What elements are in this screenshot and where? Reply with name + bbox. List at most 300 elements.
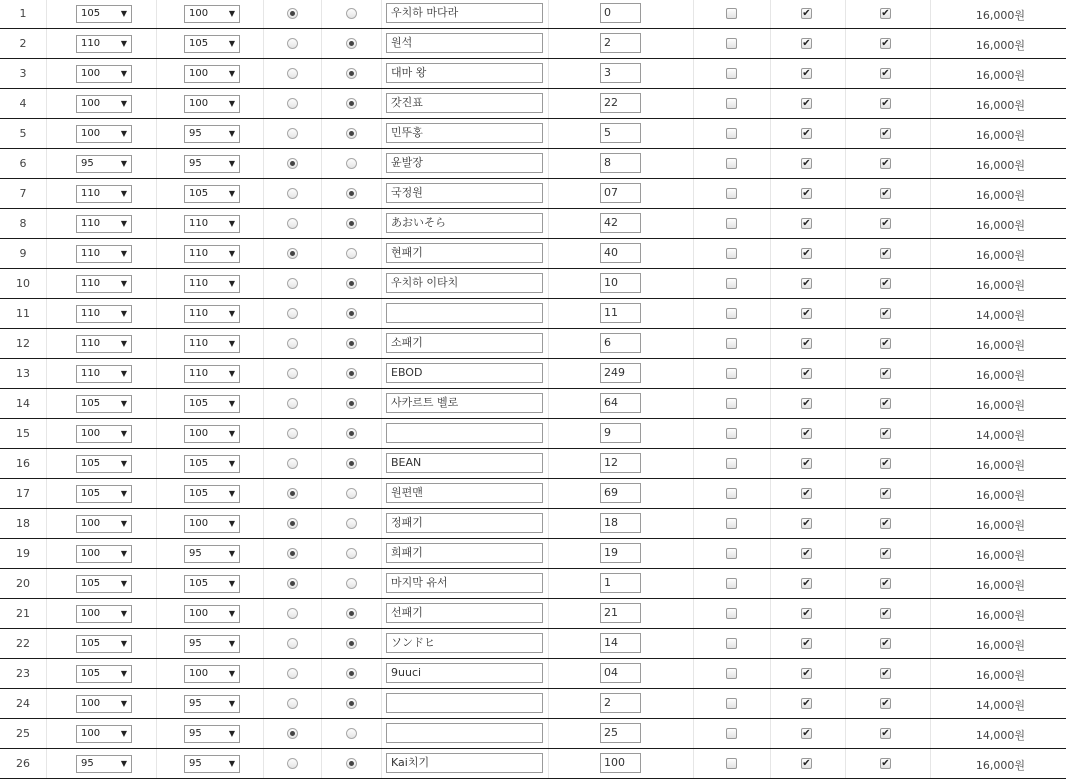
option-checkbox-1[interactable] bbox=[726, 218, 737, 229]
row-price: 16,000원 bbox=[975, 219, 1025, 232]
name-input[interactable]: 9uuci bbox=[386, 663, 543, 683]
option-radio-2[interactable] bbox=[346, 188, 357, 199]
option-checkbox-1[interactable] bbox=[726, 248, 737, 259]
size-select-2-value: 95 bbox=[189, 158, 202, 169]
number-input[interactable]: 18 bbox=[600, 513, 641, 533]
option-checkbox-1[interactable] bbox=[726, 368, 737, 379]
chevron-down-icon: ▼ bbox=[120, 519, 127, 528]
number-input[interactable]: 21 bbox=[600, 603, 641, 623]
option-checkbox-2[interactable]: ✔ bbox=[802, 458, 811, 469]
option-checkbox-2[interactable]: ✔ bbox=[802, 188, 811, 199]
number-input[interactable]: 2 bbox=[600, 693, 641, 713]
option-checkbox-3[interactable]: ✔ bbox=[881, 698, 890, 709]
option-checkbox-2[interactable]: ✔ bbox=[802, 698, 811, 709]
option-checkbox-2[interactable]: ✔ bbox=[802, 338, 811, 349]
chevron-down-icon: ▼ bbox=[120, 729, 127, 738]
chevron-down-icon: ▼ bbox=[228, 609, 235, 618]
option-checkbox-3[interactable]: ✔ bbox=[881, 728, 890, 739]
option-checkbox-1[interactable] bbox=[726, 398, 737, 409]
number-input[interactable]: 04 bbox=[600, 663, 641, 683]
name-input[interactable]: BEAN bbox=[386, 453, 543, 473]
chevron-down-icon: ▼ bbox=[120, 609, 127, 618]
option-radio-2[interactable] bbox=[346, 248, 357, 259]
option-checkbox-3[interactable]: ✔ bbox=[881, 668, 890, 679]
option-radio-1[interactable] bbox=[287, 458, 298, 469]
row-number: 17 bbox=[16, 487, 30, 500]
size-select-1[interactable] bbox=[76, 635, 132, 653]
name-input[interactable]: 갓진표 bbox=[386, 93, 543, 113]
name-input[interactable]: ソンドヒ bbox=[386, 633, 543, 653]
option-checkbox-2[interactable]: ✔ bbox=[802, 728, 811, 739]
size-select-2-value: 110 bbox=[189, 368, 209, 379]
size-select-2[interactable] bbox=[184, 485, 240, 503]
option-radio-1[interactable] bbox=[287, 248, 298, 259]
option-radio-1[interactable] bbox=[287, 8, 298, 19]
option-radio-2[interactable] bbox=[346, 278, 357, 289]
option-checkbox-3[interactable]: ✔ bbox=[881, 248, 890, 259]
option-radio-2[interactable] bbox=[346, 758, 357, 769]
option-checkbox-1[interactable] bbox=[726, 548, 737, 559]
option-radio-2[interactable] bbox=[346, 128, 357, 139]
number-input[interactable]: 11 bbox=[600, 303, 641, 323]
name-input[interactable] bbox=[386, 303, 543, 323]
option-checkbox-1[interactable] bbox=[726, 98, 737, 109]
option-radio-1[interactable] bbox=[287, 608, 298, 619]
number-input[interactable]: 6 bbox=[600, 333, 641, 353]
option-checkbox-3[interactable]: ✔ bbox=[881, 38, 890, 49]
option-checkbox-1[interactable] bbox=[726, 8, 737, 19]
option-checkbox-1[interactable] bbox=[726, 128, 737, 139]
name-input[interactable]: 사카르트 벨로 bbox=[386, 393, 543, 413]
option-checkbox-1[interactable] bbox=[726, 578, 737, 589]
option-checkbox-1[interactable] bbox=[726, 638, 737, 649]
name-input[interactable]: 소패기 bbox=[386, 333, 543, 353]
table-row bbox=[0, 179, 1066, 209]
size-select-2-value: 105 bbox=[189, 38, 209, 49]
option-checkbox-3[interactable]: ✔ bbox=[881, 638, 890, 649]
option-checkbox-1[interactable] bbox=[726, 338, 737, 349]
option-checkbox-1[interactable] bbox=[726, 488, 737, 499]
size-select-1[interactable] bbox=[76, 755, 132, 773]
size-select-2[interactable] bbox=[184, 395, 240, 413]
option-checkbox-1[interactable] bbox=[726, 38, 737, 49]
table-row bbox=[0, 29, 1066, 59]
option-checkbox-1[interactable] bbox=[726, 188, 737, 199]
size-select-2-value: 100 bbox=[189, 518, 209, 529]
size-select-1[interactable] bbox=[76, 575, 132, 593]
option-radio-2[interactable] bbox=[346, 98, 357, 109]
name-input[interactable]: 우치하 이타치 bbox=[386, 273, 543, 293]
option-radio-1[interactable] bbox=[287, 218, 298, 229]
option-radio-2[interactable] bbox=[346, 338, 357, 349]
name-input[interactable]: 윤발장 bbox=[386, 153, 543, 173]
row-price: 16,000원 bbox=[975, 759, 1025, 772]
chevron-down-icon: ▼ bbox=[228, 549, 235, 558]
size-select-1[interactable] bbox=[76, 665, 132, 683]
name-input[interactable] bbox=[386, 423, 543, 443]
chevron-down-icon: ▼ bbox=[228, 39, 235, 48]
name-input[interactable]: 정패기 bbox=[386, 513, 543, 533]
chevron-down-icon: ▼ bbox=[120, 9, 127, 18]
option-checkbox-3[interactable]: ✔ bbox=[881, 488, 890, 499]
table-row bbox=[0, 659, 1066, 689]
name-input[interactable]: 마지막 유서 bbox=[386, 573, 543, 593]
chevron-down-icon: ▼ bbox=[120, 159, 127, 168]
option-checkbox-3[interactable]: ✔ bbox=[881, 428, 890, 439]
option-radio-1[interactable] bbox=[287, 548, 298, 559]
option-radio-2[interactable] bbox=[346, 458, 357, 469]
option-checkbox-1[interactable] bbox=[726, 668, 737, 679]
option-checkbox-1[interactable] bbox=[726, 698, 737, 709]
row-number: 4 bbox=[19, 97, 27, 110]
chevron-down-icon: ▼ bbox=[120, 669, 127, 678]
name-input[interactable]: 현패기 bbox=[386, 243, 543, 263]
option-checkbox-2[interactable]: ✔ bbox=[802, 638, 811, 649]
row-number: 18 bbox=[16, 517, 30, 530]
option-checkbox-3[interactable]: ✔ bbox=[881, 128, 890, 139]
row-price: 16,000원 bbox=[975, 459, 1025, 472]
size-select-1[interactable] bbox=[76, 515, 132, 533]
size-select-2[interactable] bbox=[184, 455, 240, 473]
chevron-down-icon: ▼ bbox=[120, 99, 127, 108]
option-radio-1[interactable] bbox=[287, 638, 298, 649]
chevron-down-icon: ▼ bbox=[120, 429, 127, 438]
table-row bbox=[0, 539, 1066, 569]
option-checkbox-2[interactable]: ✔ bbox=[802, 668, 811, 679]
option-radio-1[interactable] bbox=[287, 488, 298, 499]
size-select-2[interactable] bbox=[184, 95, 240, 113]
option-checkbox-1[interactable] bbox=[726, 308, 737, 319]
option-checkbox-1[interactable] bbox=[726, 458, 737, 469]
size-select-1-value: 110 bbox=[81, 278, 101, 289]
table-row bbox=[0, 59, 1066, 89]
option-checkbox-3[interactable]: ✔ bbox=[881, 68, 890, 79]
number-input[interactable]: 9 bbox=[600, 423, 641, 443]
option-checkbox-2[interactable]: ✔ bbox=[802, 38, 811, 49]
option-radio-2[interactable] bbox=[346, 308, 357, 319]
option-checkbox-3[interactable]: ✔ bbox=[881, 278, 890, 289]
option-checkbox-2[interactable]: ✔ bbox=[802, 758, 811, 769]
option-checkbox-2[interactable]: ✔ bbox=[802, 68, 811, 79]
option-checkbox-2[interactable]: ✔ bbox=[802, 398, 811, 409]
size-select-1[interactable] bbox=[76, 35, 132, 53]
number-input[interactable]: 42 bbox=[600, 213, 641, 233]
row-price: 16,000원 bbox=[975, 549, 1025, 562]
option-checkbox-2[interactable]: ✔ bbox=[802, 368, 811, 379]
option-radio-2[interactable] bbox=[346, 368, 357, 379]
size-select-2-value: 110 bbox=[189, 248, 209, 259]
size-select-2[interactable] bbox=[184, 5, 240, 23]
size-select-1[interactable] bbox=[76, 485, 132, 503]
option-checkbox-2[interactable]: ✔ bbox=[802, 218, 811, 229]
chevron-down-icon: ▼ bbox=[120, 279, 127, 288]
option-checkbox-2[interactable]: ✔ bbox=[802, 278, 811, 289]
name-input[interactable]: 우치하 마다라 bbox=[386, 3, 543, 23]
table-row bbox=[0, 149, 1066, 179]
name-input[interactable]: 국정원 bbox=[386, 183, 543, 203]
number-input[interactable]: 1 bbox=[600, 573, 641, 593]
option-checkbox-1[interactable] bbox=[726, 728, 737, 739]
number-input[interactable]: 10 bbox=[600, 273, 641, 293]
size-select-2[interactable] bbox=[184, 605, 240, 623]
size-select-1[interactable] bbox=[76, 425, 132, 443]
chevron-down-icon: ▼ bbox=[228, 189, 235, 198]
size-select-1[interactable] bbox=[76, 275, 132, 293]
option-radio-1[interactable] bbox=[287, 368, 298, 379]
number-input[interactable]: 40 bbox=[600, 243, 641, 263]
chevron-down-icon: ▼ bbox=[228, 99, 235, 108]
option-checkbox-1[interactable] bbox=[726, 758, 737, 769]
option-radio-2[interactable] bbox=[346, 38, 357, 49]
option-radio-1[interactable] bbox=[287, 98, 298, 109]
size-select-1[interactable] bbox=[76, 605, 132, 623]
chevron-down-icon: ▼ bbox=[228, 9, 235, 18]
option-checkbox-3[interactable]: ✔ bbox=[881, 338, 890, 349]
number-input[interactable]: 64 bbox=[600, 393, 641, 413]
option-checkbox-3[interactable]: ✔ bbox=[881, 758, 890, 769]
option-checkbox-3[interactable]: ✔ bbox=[881, 368, 890, 379]
option-radio-1[interactable] bbox=[287, 518, 298, 529]
chevron-down-icon: ▼ bbox=[120, 759, 127, 768]
size-select-1-value: 105 bbox=[81, 668, 101, 679]
size-select-1[interactable] bbox=[76, 5, 132, 23]
chevron-down-icon: ▼ bbox=[120, 249, 127, 258]
row-number: 1 bbox=[19, 7, 27, 20]
size-select-1[interactable] bbox=[76, 245, 132, 263]
size-select-2-value: 100 bbox=[189, 8, 209, 19]
option-checkbox-2[interactable]: ✔ bbox=[802, 578, 811, 589]
size-select-2[interactable] bbox=[184, 545, 240, 563]
size-select-2[interactable] bbox=[184, 425, 240, 443]
number-input[interactable]: 3 bbox=[600, 63, 641, 83]
row-price: 14,000원 bbox=[975, 729, 1025, 742]
option-checkbox-2[interactable]: ✔ bbox=[802, 518, 811, 529]
option-radio-1[interactable] bbox=[287, 158, 298, 169]
size-select-2[interactable] bbox=[184, 335, 240, 353]
option-radio-1[interactable] bbox=[287, 38, 298, 49]
option-radio-1[interactable] bbox=[287, 68, 298, 79]
row-price: 16,000원 bbox=[975, 369, 1025, 382]
name-input[interactable]: EBOD bbox=[386, 363, 543, 383]
option-checkbox-2[interactable]: ✔ bbox=[802, 128, 811, 139]
name-input[interactable]: 원석 bbox=[386, 33, 543, 53]
chevron-down-icon: ▼ bbox=[228, 669, 235, 678]
option-radio-1[interactable] bbox=[287, 428, 298, 439]
size-select-2[interactable] bbox=[184, 155, 240, 173]
size-select-2[interactable] bbox=[184, 65, 240, 83]
size-select-1-value: 100 bbox=[81, 698, 101, 709]
size-select-2[interactable] bbox=[184, 365, 240, 383]
row-number: 24 bbox=[16, 697, 30, 710]
option-radio-2[interactable] bbox=[346, 608, 357, 619]
number-input[interactable]: 19 bbox=[600, 543, 641, 563]
chevron-down-icon: ▼ bbox=[120, 219, 127, 228]
option-radio-2[interactable] bbox=[346, 428, 357, 439]
size-select-1[interactable] bbox=[76, 95, 132, 113]
number-input[interactable]: 69 bbox=[600, 483, 641, 503]
option-radio-1[interactable] bbox=[287, 308, 298, 319]
number-input[interactable]: 2 bbox=[600, 33, 641, 53]
option-radio-2[interactable] bbox=[346, 548, 357, 559]
number-input[interactable]: 8 bbox=[600, 153, 641, 173]
option-checkbox-2[interactable]: ✔ bbox=[802, 488, 811, 499]
size-select-1[interactable] bbox=[76, 125, 132, 143]
option-checkbox-3[interactable]: ✔ bbox=[881, 398, 890, 409]
size-select-1[interactable] bbox=[76, 65, 132, 83]
size-select-2[interactable] bbox=[184, 245, 240, 263]
size-select-2[interactable] bbox=[184, 695, 240, 713]
option-checkbox-2[interactable]: ✔ bbox=[802, 548, 811, 559]
option-radio-1[interactable] bbox=[287, 278, 298, 289]
size-select-2[interactable] bbox=[184, 515, 240, 533]
option-checkbox-1[interactable] bbox=[726, 158, 737, 169]
size-select-1[interactable] bbox=[76, 365, 132, 383]
option-checkbox-2[interactable]: ✔ bbox=[802, 308, 811, 319]
size-select-1-value: 105 bbox=[81, 458, 101, 469]
size-select-1[interactable] bbox=[76, 455, 132, 473]
option-checkbox-2[interactable]: ✔ bbox=[802, 8, 811, 19]
table-row bbox=[0, 509, 1066, 539]
name-input[interactable]: 희패기 bbox=[386, 543, 543, 563]
table-row bbox=[0, 629, 1066, 659]
option-checkbox-3[interactable]: ✔ bbox=[881, 578, 890, 589]
option-checkbox-1[interactable] bbox=[726, 278, 737, 289]
option-radio-2[interactable] bbox=[346, 218, 357, 229]
size-select-1[interactable] bbox=[76, 395, 132, 413]
row-number: 25 bbox=[16, 727, 30, 740]
number-input[interactable]: 5 bbox=[600, 123, 641, 143]
option-radio-1[interactable] bbox=[287, 668, 298, 679]
size-select-2[interactable] bbox=[184, 35, 240, 53]
name-input[interactable]: あおいそら bbox=[386, 213, 543, 233]
size-select-2[interactable] bbox=[184, 725, 240, 743]
chevron-down-icon: ▼ bbox=[228, 159, 235, 168]
row-price: 16,000원 bbox=[975, 279, 1025, 292]
table-row bbox=[0, 449, 1066, 479]
size-select-1[interactable] bbox=[76, 545, 132, 563]
option-radio-2[interactable] bbox=[346, 398, 357, 409]
option-radio-2[interactable] bbox=[346, 488, 357, 499]
number-input[interactable]: 12 bbox=[600, 453, 641, 473]
option-checkbox-3[interactable]: ✔ bbox=[881, 308, 890, 319]
size-select-2[interactable] bbox=[184, 275, 240, 293]
option-checkbox-3[interactable]: ✔ bbox=[881, 518, 890, 529]
row-number: 7 bbox=[19, 187, 27, 200]
size-select-2[interactable] bbox=[184, 215, 240, 233]
number-input[interactable]: 25 bbox=[600, 723, 641, 743]
option-checkbox-3[interactable]: ✔ bbox=[881, 8, 890, 19]
row-price: 16,000원 bbox=[975, 489, 1025, 502]
option-checkbox-2[interactable]: ✔ bbox=[802, 98, 811, 109]
option-radio-1[interactable] bbox=[287, 698, 298, 709]
option-checkbox-3[interactable]: ✔ bbox=[881, 458, 890, 469]
size-select-2[interactable] bbox=[184, 635, 240, 653]
name-input[interactable]: Kai치기 bbox=[386, 753, 543, 773]
number-input[interactable]: 22 bbox=[600, 93, 641, 113]
row-price: 16,000원 bbox=[975, 579, 1025, 592]
row-price: 16,000원 bbox=[975, 39, 1025, 52]
chevron-down-icon: ▼ bbox=[120, 549, 127, 558]
size-select-1[interactable] bbox=[76, 215, 132, 233]
number-input[interactable]: 249 bbox=[600, 363, 641, 383]
option-radio-2[interactable] bbox=[346, 68, 357, 79]
name-input[interactable] bbox=[386, 723, 543, 743]
option-radio-2[interactable] bbox=[346, 8, 357, 19]
chevron-down-icon: ▼ bbox=[228, 399, 235, 408]
option-radio-1[interactable] bbox=[287, 398, 298, 409]
option-checkbox-1[interactable] bbox=[726, 68, 737, 79]
size-select-1[interactable] bbox=[76, 155, 132, 173]
option-radio-2[interactable] bbox=[346, 518, 357, 529]
size-select-1[interactable] bbox=[76, 185, 132, 203]
option-radio-2[interactable] bbox=[346, 158, 357, 169]
size-select-1-value: 100 bbox=[81, 548, 101, 559]
name-input[interactable]: 민뚜홍 bbox=[386, 123, 543, 143]
option-radio-1[interactable] bbox=[287, 578, 298, 589]
row-price: 16,000원 bbox=[975, 639, 1025, 652]
option-checkbox-3[interactable]: ✔ bbox=[881, 188, 890, 199]
option-radio-1[interactable] bbox=[287, 128, 298, 139]
option-checkbox-3[interactable]: ✔ bbox=[881, 98, 890, 109]
size-select-2[interactable] bbox=[184, 755, 240, 773]
option-radio-2[interactable] bbox=[346, 698, 357, 709]
option-radio-2[interactable] bbox=[346, 638, 357, 649]
option-checkbox-1[interactable] bbox=[726, 608, 737, 619]
option-radio-1[interactable] bbox=[287, 758, 298, 769]
option-radio-2[interactable] bbox=[346, 668, 357, 679]
option-radio-2[interactable] bbox=[346, 578, 357, 589]
option-checkbox-1[interactable] bbox=[726, 518, 737, 529]
number-input[interactable]: 14 bbox=[600, 633, 641, 653]
option-radio-1[interactable] bbox=[287, 338, 298, 349]
option-checkbox-1[interactable] bbox=[726, 428, 737, 439]
option-checkbox-2[interactable]: ✔ bbox=[802, 428, 811, 439]
name-input[interactable]: 대마 왕 bbox=[386, 63, 543, 83]
size-select-1[interactable] bbox=[76, 725, 132, 743]
number-input[interactable]: 0 bbox=[600, 3, 641, 23]
size-select-2[interactable] bbox=[184, 125, 240, 143]
option-radio-1[interactable] bbox=[287, 188, 298, 199]
row-price: 16,000원 bbox=[975, 609, 1025, 622]
option-radio-2[interactable] bbox=[346, 728, 357, 739]
size-select-2[interactable] bbox=[184, 305, 240, 323]
name-input[interactable]: 선패기 bbox=[386, 603, 543, 623]
chevron-down-icon: ▼ bbox=[228, 369, 235, 378]
chevron-down-icon: ▼ bbox=[120, 579, 127, 588]
size-select-2[interactable] bbox=[184, 575, 240, 593]
size-select-2[interactable] bbox=[184, 665, 240, 683]
option-radio-1[interactable] bbox=[287, 728, 298, 739]
name-input[interactable]: 원편맨 bbox=[386, 483, 543, 503]
option-checkbox-3[interactable]: ✔ bbox=[881, 608, 890, 619]
number-input[interactable]: 07 bbox=[600, 183, 641, 203]
name-input[interactable] bbox=[386, 693, 543, 713]
size-select-1-value: 95 bbox=[81, 758, 94, 769]
option-checkbox-3[interactable]: ✔ bbox=[881, 158, 890, 169]
option-checkbox-2[interactable]: ✔ bbox=[802, 248, 811, 259]
option-checkbox-3[interactable]: ✔ bbox=[881, 218, 890, 229]
size-select-1[interactable] bbox=[76, 695, 132, 713]
row-number: 10 bbox=[16, 277, 30, 290]
option-checkbox-3[interactable]: ✔ bbox=[881, 548, 890, 559]
size-select-1[interactable] bbox=[76, 335, 132, 353]
option-checkbox-2[interactable]: ✔ bbox=[802, 158, 811, 169]
size-select-1[interactable] bbox=[76, 305, 132, 323]
table-row bbox=[0, 329, 1066, 359]
number-input[interactable]: 100 bbox=[600, 753, 641, 773]
size-select-2[interactable] bbox=[184, 185, 240, 203]
option-checkbox-2[interactable]: ✔ bbox=[802, 608, 811, 619]
